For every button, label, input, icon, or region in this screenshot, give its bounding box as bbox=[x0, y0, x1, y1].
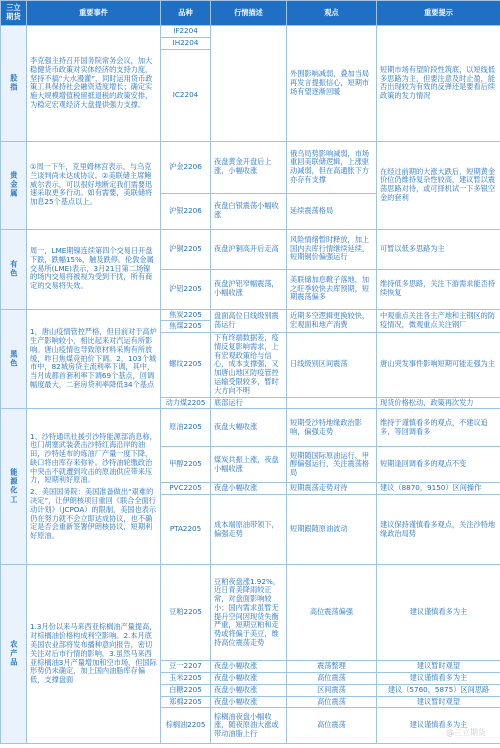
hint-cell: 建议谨慎看多为主 bbox=[377, 708, 500, 744]
variety-cell: 焦炭2205 bbox=[161, 309, 211, 321]
hint-cell: 建议谨慎看多为主 bbox=[377, 565, 500, 661]
market-cell: 夜盘沪铜高开后走高 bbox=[211, 229, 287, 269]
hint-cell: 建议（5760，5875）区间思路 bbox=[377, 684, 500, 696]
view-cell: 高位震荡 bbox=[287, 708, 377, 744]
variety-cell: 玉米2205 bbox=[161, 672, 211, 684]
sector-color: 有色 bbox=[1, 229, 27, 309]
market-cell: 棕榈油夜盘小幅收涨，随夜原油大涨或带动油脂上行 bbox=[211, 708, 287, 744]
variety-cell: 焦煤2205 bbox=[161, 321, 211, 333]
market-cell: 夜盘小幅收涨 bbox=[211, 672, 287, 684]
variety-cell: IF2204 bbox=[161, 26, 211, 38]
table-row bbox=[1, 409, 500, 447]
hint-cell: 可暂以低多思路为主 bbox=[377, 229, 500, 269]
variety-cell: PVC2205 bbox=[161, 483, 211, 495]
view-cell: 震荡整理 bbox=[287, 661, 377, 673]
variety-cell: 郑棉2205 bbox=[161, 696, 211, 708]
hint-cell: 现货价格松动，政策再次发力 bbox=[377, 397, 500, 409]
event-energy bbox=[27, 409, 161, 565]
market-cell: 夜盘白银震荡小幅收涨 bbox=[211, 193, 287, 229]
view-cell: 近期多空逻辑更换较快，宏观面和地产消费 bbox=[287, 309, 377, 333]
table-row bbox=[1, 26, 500, 38]
view-cell bbox=[287, 397, 377, 409]
hint-cell: 唐山突发事件影响短期可能走强为主 bbox=[377, 333, 500, 397]
hint-cell: 维持低多思路，关注下游需求能否持续恢复 bbox=[377, 269, 500, 309]
market-cell: 夜盘沪铝窄幅震荡，小幅收涨 bbox=[211, 269, 287, 309]
header-variety: 品种 bbox=[161, 1, 211, 26]
variety-cell: 沪银2206 bbox=[161, 193, 211, 229]
event-energy-1: 1、沙特通讯社援引沙特能源部消息称，也门胡塞武装袭击沙特红海沿岸的油田，沙特延布的炼油厂产量一度下降，缺口将由库存来弥补。沙特油轮缴政治中突击不就遭到攻击的原油供应带来压力，短期利好原油。 bbox=[30, 431, 157, 485]
hint-cell: 建议保持谨慎看多观点，关注沙特地缘政治局势 bbox=[377, 495, 500, 565]
hint-cell: 建议（8870，9150）区间操作 bbox=[377, 483, 500, 495]
variety-cell: 白糖2205 bbox=[161, 684, 211, 696]
variety-cell: 甲醇2205 bbox=[161, 447, 211, 483]
hint-cell: 中观重点关注各主产地和主钢区的防疫情况，微观重点关注钢厂 bbox=[377, 309, 500, 333]
market-cell: 夜盘大幅收涨 bbox=[211, 409, 287, 447]
market-cell: 夜盘小幅收涨 bbox=[211, 684, 287, 696]
table-row bbox=[1, 141, 500, 193]
header-hint: 重要提示 bbox=[377, 1, 500, 26]
variety-cell: IH2204 bbox=[161, 37, 211, 49]
header-row bbox=[1, 1, 500, 26]
view-stock: 外围影响减弱，叠加当局再发言提振信心，短期市场有望逐渐回暖 bbox=[287, 26, 377, 142]
sector-metal: 贵金属 bbox=[1, 141, 27, 229]
view-cell: 高位震荡 bbox=[287, 672, 377, 684]
hint-cell: 短期逢回调看多的观点不变 bbox=[377, 447, 500, 483]
sector-black: 黑色 bbox=[1, 309, 27, 409]
variety-cell: 沪金2206 bbox=[161, 141, 211, 193]
hint-cell: 建议谨慎看多为主 bbox=[377, 672, 500, 684]
hint-cell: 维持于谨慎看多的观点，不建议追多，等回调看多 bbox=[377, 409, 500, 447]
market-cell: 底部运行 bbox=[211, 397, 287, 409]
view-cell: 延续震荡格局 bbox=[287, 193, 377, 229]
hint-cell: 建议暂时观望 bbox=[377, 696, 500, 708]
market-cell: 盘面高位日线级别震荡运行 bbox=[211, 309, 287, 333]
view-cell: 高位震荡偏强 bbox=[287, 565, 377, 661]
variety-cell: 螺纹2205 bbox=[161, 333, 211, 397]
variety-cell: 动力煤2205 bbox=[161, 397, 211, 409]
view-cell: 风险情绪暂时释放，加上国内去库行情继续延续，短期铜价偏强运行 bbox=[287, 229, 377, 269]
market-cell: 夜盘黄金开盘后上涨，小幅收涨 bbox=[211, 141, 287, 193]
header-view: 观点 bbox=[287, 1, 377, 26]
table-row bbox=[1, 309, 500, 321]
header-sector: 三立期货 bbox=[1, 1, 27, 26]
event-black: 1，唐山疫情管控严格，但目前对于高炉生产影响较小，相比起来对汽运有所影响。唐山疫情也导致原材料采购有所放缓，昨日焦煤竞拍价下调。2，103个城市中，82城房贷主流利率下调，其中，当月成都首套利率下调69个基点，回调幅度最大，二套房贷利率降低34个基点 bbox=[27, 309, 161, 409]
market-cell: 夜盘小幅收涨 bbox=[211, 661, 287, 673]
hint-cell: 建议暂时观望 bbox=[377, 661, 500, 673]
event-metal: ①周一下午，克里姆林宫表示，与乌克兰谈判尚未达成协议。②美联储主席鲍威尔表示，可以很好地断定我们需要迅速采取更多行动。如有需要，美联储将加息25个基点以上。 bbox=[27, 141, 161, 229]
view-cell: 高位震荡 bbox=[287, 696, 377, 708]
view-cell: 短期震荡走势对待 bbox=[287, 483, 377, 495]
sector-energy: 能源化工 bbox=[1, 409, 27, 565]
market-stock bbox=[211, 26, 287, 142]
event-stock: 李克强主持召开国务院常务会议，加大稳健货币政策对实体经济的支持力度，坚持不搞“大水漫灌”，同时运用货币政策工具保持社会融资适度增长；确定实施大规模增值税留抵退税的政策安排，为稳定宏观经济大盘提供强力支撑。 bbox=[27, 26, 161, 142]
market-cell: 夜盘小幅收涨 bbox=[211, 696, 287, 708]
view-cell: 短期跟随原油波动 bbox=[287, 495, 377, 565]
sector-agri: 农产品 bbox=[1, 565, 27, 744]
header-event: 重要事件 bbox=[27, 1, 161, 26]
hint-stock: 短期市场有望阶段性筑底，以短线低多思路为主，但要注意及时止盈，能否出现较为有效的反弹还是要看后续政策的发力情况 bbox=[377, 26, 500, 142]
watermark: @三立期货 bbox=[446, 728, 486, 737]
variety-cell: 棕榈油2205 bbox=[161, 708, 211, 744]
variety-cell: 豆粕2205 bbox=[161, 565, 211, 661]
event-color: 周一，LME期镍连续第四个交易日开盘下跌，跌幅15%，触及跌停。伦敦金属交易所(LME)表示，3月21日第二场镍的场内交易将被视为受到干扰，所有商定的交易将失效。 bbox=[27, 229, 161, 309]
view-cell: 短期受沙特地缘政治影响，偏强走势 bbox=[287, 409, 377, 447]
table-row bbox=[1, 565, 500, 661]
header-market: 行情描述 bbox=[211, 1, 287, 26]
variety-cell: 原油2205 bbox=[161, 409, 211, 447]
view-cell: 美联储加息靴子落地，加之旺季较快去库预期，短期震荡偏多 bbox=[287, 269, 377, 309]
view-cell: 区间震荡 bbox=[287, 684, 377, 696]
sector-stock: 股指 bbox=[1, 26, 27, 142]
market-cell: 成本端原油带领下，偏强走势 bbox=[211, 495, 287, 565]
variety-cell: IC2204 bbox=[161, 49, 211, 141]
view-cell: 日线级别区间震荡 bbox=[287, 333, 377, 397]
market-cell: 豆粕夜盘涨1.92%，近日青美降雨较正常，对盘面影响较小；国内需求虽暂无提升空间因现货失衡严重，短期豆粕和走势或将偏于美豆，维持高位震荡走势 bbox=[211, 565, 287, 661]
view-cell: 短期随国际原油运行，甲醇偏强运行，关注震荡格局 bbox=[287, 447, 377, 483]
event-energy-2: 2、美国国务院：美国准备做出“艰难的决定”，让伊朗核项目重回《联合全面行动计划》（JCPOA）的限制，美国也表示仍在努力就不会立即达成协议，也不确定是否会重新签署伊朗核协议，短期利好原油。 bbox=[30, 487, 157, 541]
variety-cell: 沪铜2205 bbox=[161, 229, 211, 269]
market-cell: 煤炭共振上涨，夜盘小幅收涨 bbox=[211, 447, 287, 483]
market-cell: 夜盘小幅收涨 bbox=[211, 483, 287, 495]
variety-cell: 沪铝2205 bbox=[161, 269, 211, 309]
variety-cell: 豆一2207 bbox=[161, 661, 211, 673]
market-cell: 下有终端数据差，疫情反复影响需求，上有宏观政策给与信心，成本支撑强，又加唐山地区防疫管控运输受限较多，暂时大方向不明 bbox=[211, 333, 287, 397]
variety-cell: PTA2205 bbox=[161, 495, 211, 565]
event-agri: 1.3月份以来马来西亚棕榈油产量提高，对棕榈油价格构成利空影响。2.本月底美国农业部将发布播种意向报告，密切关注对后市行情的影响。3.虽然马来西亚棕榈油3月产量增加和空市场，但国际形势仍未确定，加上国内油脂库存偏低，支撑盘面 bbox=[27, 565, 161, 744]
hint-metal: 在经过前期的大涨大跌后，短期黄金价位仍维持复杂性较高，建议暂以震荡思路对待，或可择机试一下多银空金的套利 bbox=[377, 141, 500, 229]
table-row bbox=[1, 229, 500, 269]
view-cell: 俄乌局势影响减弱，市场重回美联储逻辑，上涨驱动减弱，但在高通胀下方亦存有支撑 bbox=[287, 141, 377, 193]
